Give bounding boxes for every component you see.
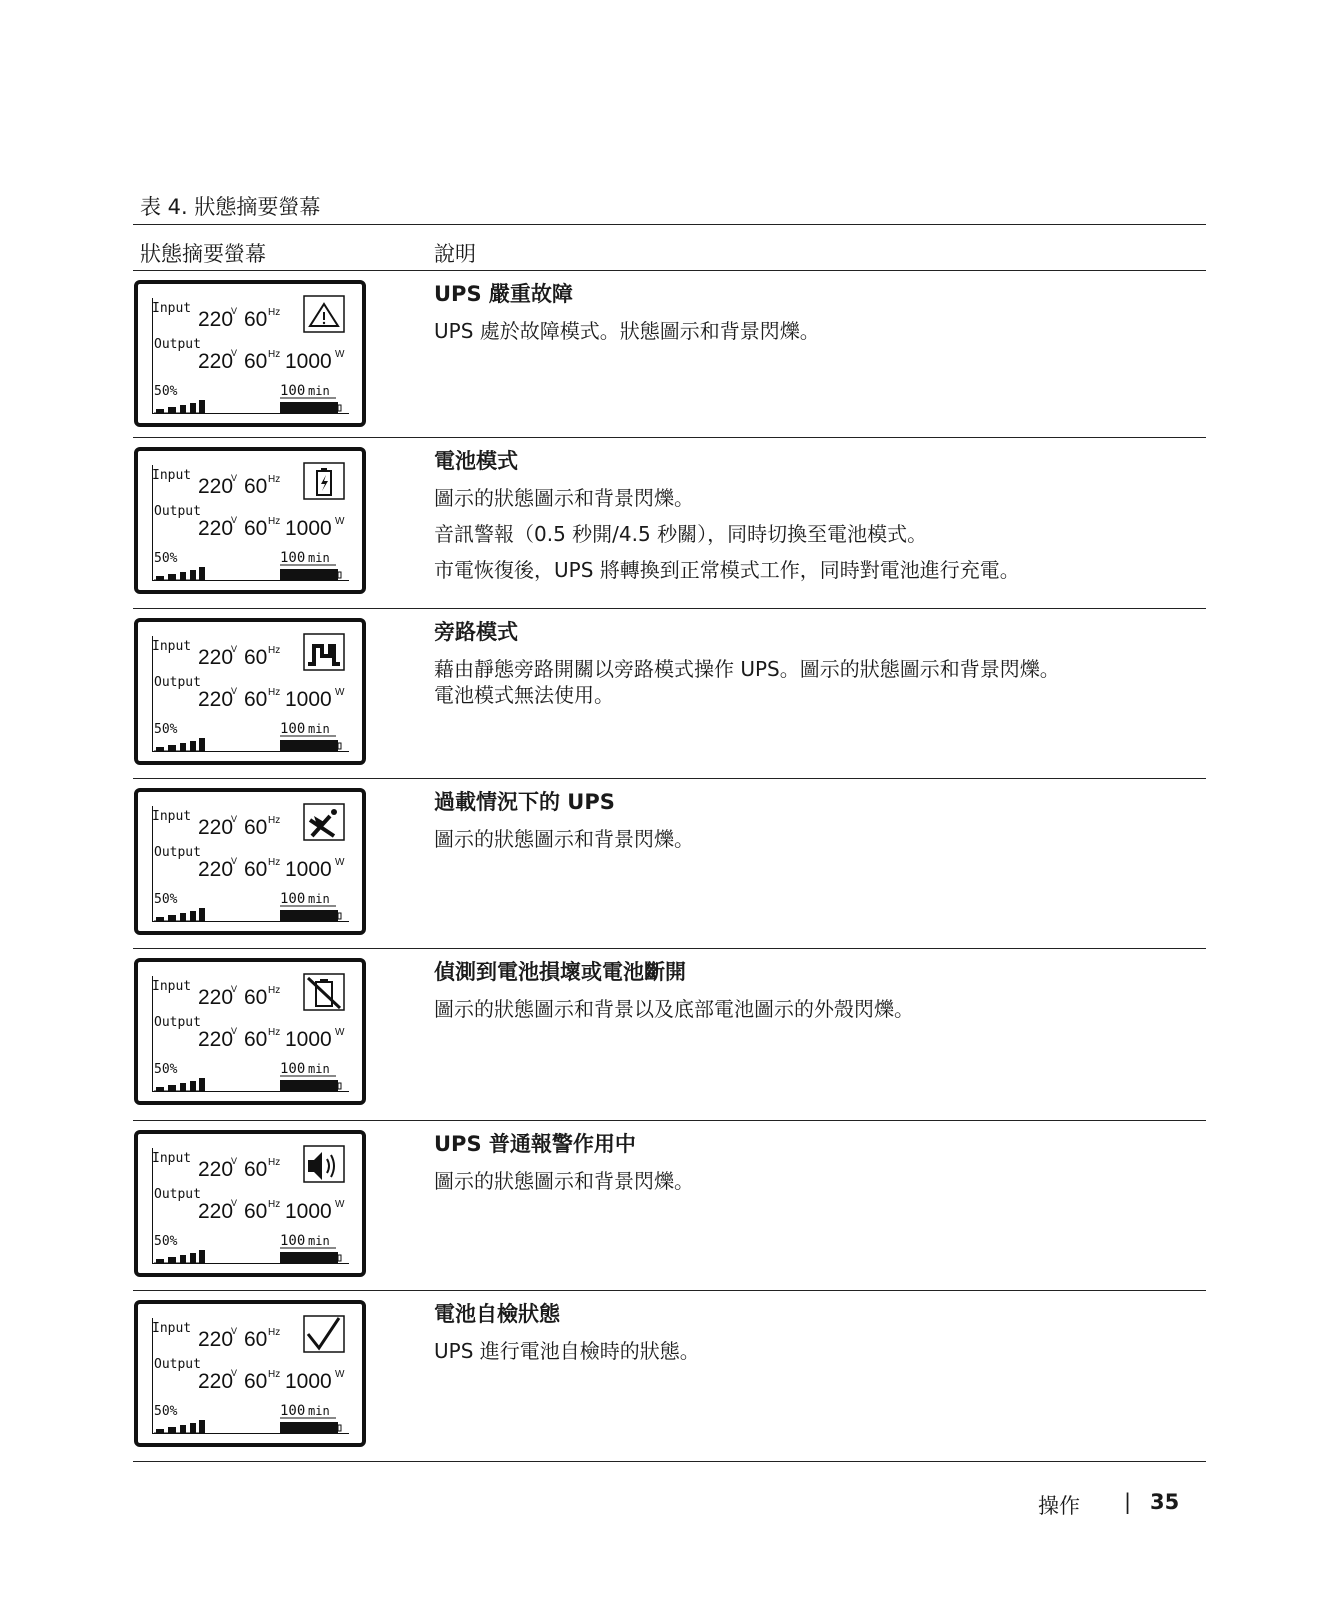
- lcd-load-percent: 50%: [154, 1062, 178, 1077]
- lcd-load-bar: [168, 407, 176, 413]
- lcd-output-frequency: 60: [244, 1028, 268, 1051]
- lcd-battery-bar: [280, 1080, 338, 1092]
- lcd-runtime: 100: [280, 891, 306, 907]
- lcd-output-volt-unit: V: [231, 1026, 238, 1036]
- lcd-output-label: Output: [154, 675, 201, 690]
- speaker-icon: [304, 1146, 344, 1182]
- lcd-load-bar: [190, 741, 196, 751]
- lcd-runtime: 100: [280, 1403, 306, 1419]
- lcd-load-bar: [156, 409, 164, 413]
- row-title: 偵測到電池損壞或電池斷開: [434, 960, 686, 984]
- lcd-load-bar: [156, 1259, 164, 1263]
- lcd-output-voltage: 220: [198, 858, 234, 881]
- lcd-input-hz-unit: Hz: [268, 985, 281, 996]
- lcd-output-watts: 1000: [285, 350, 332, 373]
- lcd-input-voltage: 220: [198, 1328, 234, 1351]
- lcd-input-hz-unit: Hz: [268, 815, 281, 826]
- lcd-runtime: 100: [280, 1233, 306, 1249]
- lcd-load-bar: [180, 1255, 186, 1263]
- lcd-output-volt-unit: V: [231, 515, 238, 525]
- lcd-load-bar: [199, 908, 205, 921]
- row-title: 過載情況下的 UPS: [434, 790, 615, 814]
- lcd-screen: [134, 280, 366, 427]
- footer-separator: |: [1124, 1490, 1132, 1514]
- row-description: 藉由靜態旁路開關以旁路模式操作 UPS。圖示的狀態圖示和背景閃爍。: [434, 657, 1060, 681]
- battery-disconnected-icon: [304, 974, 344, 1010]
- lcd-load-bar: [199, 1420, 205, 1433]
- lcd-load-bar: [180, 572, 186, 580]
- lcd-load-bar: [156, 917, 164, 921]
- page-number: 35: [1150, 1490, 1180, 1514]
- lcd-output-hz-unit: Hz: [268, 516, 281, 527]
- column-header-description: 說明: [434, 242, 476, 266]
- lcd-input-volt-unit: V: [231, 984, 238, 994]
- table-row: [0, 948, 1334, 1118]
- lcd-input-volt-unit: V: [231, 644, 238, 654]
- lcd-load-bar: [199, 1078, 205, 1091]
- lcd-output-label: Output: [154, 504, 201, 519]
- lcd-load-bar: [168, 915, 176, 921]
- lcd-load-bar: [199, 738, 205, 751]
- lcd-screen: [134, 447, 366, 594]
- lcd-battery-bar: [280, 1252, 338, 1264]
- lcd-load-bar: [190, 403, 196, 413]
- lcd-battery-bar: [280, 910, 338, 922]
- lcd-load-percent: 50%: [154, 722, 178, 737]
- lcd-input-label: Input: [152, 301, 192, 316]
- table-row: [0, 1120, 1334, 1290]
- lcd-output-frequency: 60: [244, 350, 268, 373]
- lcd-runtime-unit: min: [308, 1234, 330, 1248]
- lcd-battery-bar: [280, 740, 338, 752]
- lcd-output-watts: 1000: [285, 1028, 332, 1051]
- lcd-load-bar: [190, 570, 196, 580]
- lcd-load-bar: [180, 1083, 186, 1091]
- lcd-load-bar: [199, 1250, 205, 1263]
- lcd-runtime-unit: min: [308, 722, 330, 736]
- lcd-output-volt-unit: V: [231, 348, 238, 358]
- lcd-runtime: 100: [280, 550, 306, 566]
- checkmark-icon: [304, 1316, 344, 1352]
- lcd-input-hz-unit: Hz: [268, 474, 281, 485]
- lcd-watt-unit: W: [335, 1027, 345, 1038]
- row-title: 電池模式: [434, 449, 518, 473]
- lcd-load-bar: [190, 1081, 196, 1091]
- lcd-battery-bar: [280, 1422, 338, 1434]
- lcd-input-voltage: 220: [198, 646, 234, 669]
- lcd-input-frequency: 60: [244, 475, 268, 498]
- lcd-output-hz-unit: Hz: [268, 1369, 281, 1380]
- lcd-runtime: 100: [280, 383, 306, 399]
- lcd-output-hz-unit: Hz: [268, 857, 281, 868]
- lcd-output-voltage: 220: [198, 1028, 234, 1051]
- lcd-output-voltage: 220: [198, 350, 234, 373]
- lcd-output-volt-unit: V: [231, 1368, 238, 1378]
- table-caption: 表 4. 狀態摘要螢幕: [140, 195, 321, 219]
- lcd-input-voltage: 220: [198, 986, 234, 1009]
- lcd-output-hz-unit: Hz: [268, 687, 281, 698]
- row-description: 音訊警報（0.5 秒開/4.5 秒關），同時切換至電池模式。: [434, 522, 928, 546]
- lcd-output-voltage: 220: [198, 1200, 234, 1223]
- lcd-input-volt-unit: V: [231, 814, 238, 824]
- column-header-screen: 狀態摘要螢幕: [140, 242, 266, 266]
- lcd-input-label: Input: [152, 639, 192, 654]
- lcd-output-frequency: 60: [244, 1370, 268, 1393]
- lcd-runtime-unit: min: [308, 1404, 330, 1418]
- row-description: 圖示的狀態圖示和背景閃爍。: [434, 1169, 694, 1193]
- row-description: 電池模式無法使用。: [434, 683, 614, 707]
- lcd-runtime: 100: [280, 1061, 306, 1077]
- lcd-load-bar: [156, 747, 164, 751]
- lcd-load-bar: [168, 1085, 176, 1091]
- lcd-load-percent: 50%: [154, 892, 178, 907]
- lcd-output-frequency: 60: [244, 688, 268, 711]
- lcd-load-bar: [180, 1425, 186, 1433]
- lcd-screen: [134, 1130, 366, 1277]
- lcd-input-voltage: 220: [198, 475, 234, 498]
- lcd-screen: [134, 1300, 366, 1447]
- lcd-watt-unit: W: [335, 349, 345, 360]
- lcd-load-percent: 50%: [154, 1234, 178, 1249]
- row-rule: [133, 1461, 1206, 1462]
- lcd-input-label: Input: [152, 809, 192, 824]
- lcd-load-bar: [180, 405, 186, 413]
- lcd-input-volt-unit: V: [231, 473, 238, 483]
- lcd-input-volt-unit: V: [231, 306, 238, 316]
- lcd-output-label: Output: [154, 1015, 201, 1030]
- bypass-icon: [304, 634, 344, 670]
- table-row: [0, 270, 1334, 440]
- lcd-runtime-unit: min: [308, 1062, 330, 1076]
- table-row: [0, 778, 1334, 948]
- lcd-screen: [134, 788, 366, 935]
- lcd-output-volt-unit: V: [231, 856, 238, 866]
- lcd-input-volt-unit: V: [231, 1326, 238, 1336]
- lcd-output-volt-unit: V: [231, 686, 238, 696]
- lcd-output-hz-unit: Hz: [268, 1027, 281, 1038]
- lcd-input-voltage: 220: [198, 1158, 234, 1181]
- lcd-input-hz-unit: Hz: [268, 645, 281, 656]
- row-title: UPS 普通報警作用中: [434, 1132, 636, 1156]
- lcd-input-label: Input: [152, 979, 192, 994]
- table-row: [0, 437, 1334, 607]
- lcd-watt-unit: W: [335, 1369, 345, 1380]
- table-top-rule: [133, 224, 1206, 225]
- row-description: 圖示的狀態圖示和背景閃爍。: [434, 827, 694, 851]
- row-title: 旁路模式: [434, 620, 518, 644]
- lcd-output-hz-unit: Hz: [268, 349, 281, 360]
- battery-icon: [304, 463, 344, 499]
- lcd-screen: [134, 618, 366, 765]
- lcd-runtime-unit: min: [308, 384, 330, 398]
- table-row: [0, 608, 1334, 778]
- lcd-watt-unit: W: [335, 857, 345, 868]
- lcd-input-frequency: 60: [244, 986, 268, 1009]
- row-description: 圖示的狀態圖示和背景以及底部電池圖示的外殼閃爍。: [434, 997, 914, 1021]
- row-description: 圖示的狀態圖示和背景閃爍。: [434, 486, 694, 510]
- row-description: 市電恢復後，UPS 將轉換到正常模式工作，同時對電池進行充電。: [434, 558, 1020, 582]
- lcd-input-frequency: 60: [244, 1158, 268, 1181]
- lcd-load-bar: [168, 1257, 176, 1263]
- lcd-load-bar: [180, 913, 186, 921]
- lcd-input-hz-unit: Hz: [268, 307, 281, 318]
- row-title: 電池自檢狀態: [434, 1302, 560, 1326]
- lcd-output-watts: 1000: [285, 858, 332, 881]
- lcd-input-frequency: 60: [244, 646, 268, 669]
- lcd-input-frequency: 60: [244, 308, 268, 331]
- lcd-battery-bar: [280, 569, 338, 581]
- lcd-screen: [134, 958, 366, 1105]
- footer-section: 操作: [1038, 1494, 1080, 1518]
- row-description: UPS 處於故障模式。狀態圖示和背景閃爍。: [434, 319, 820, 343]
- lcd-input-voltage: 220: [198, 816, 234, 839]
- lcd-runtime: 100: [280, 721, 306, 737]
- lcd-load-bar: [190, 1423, 196, 1433]
- lcd-load-bar: [168, 1427, 176, 1433]
- lcd-output-volt-unit: V: [231, 1198, 238, 1208]
- lcd-output-voltage: 220: [198, 1370, 234, 1393]
- lcd-load-percent: 50%: [154, 384, 178, 399]
- lcd-load-percent: 50%: [154, 551, 178, 566]
- lcd-battery-bar: [280, 402, 338, 414]
- lcd-output-watts: 1000: [285, 688, 332, 711]
- lcd-output-frequency: 60: [244, 517, 268, 540]
- lcd-output-watts: 1000: [285, 517, 332, 540]
- lcd-load-bar: [199, 567, 205, 580]
- lcd-load-bar: [168, 574, 176, 580]
- lcd-output-label: Output: [154, 1357, 201, 1372]
- lcd-load-percent: 50%: [154, 1404, 178, 1419]
- table-row: [0, 1290, 1334, 1460]
- lcd-input-label: Input: [152, 468, 192, 483]
- lcd-input-hz-unit: Hz: [268, 1157, 281, 1168]
- lcd-watt-unit: W: [335, 1199, 345, 1210]
- overload-icon: [304, 804, 344, 840]
- lcd-load-bar: [190, 1253, 196, 1263]
- lcd-watt-unit: W: [335, 516, 345, 527]
- lcd-load-bar: [156, 1087, 164, 1091]
- lcd-output-frequency: 60: [244, 858, 268, 881]
- lcd-output-watts: 1000: [285, 1370, 332, 1393]
- lcd-input-voltage: 220: [198, 308, 234, 331]
- lcd-load-bar: [168, 745, 176, 751]
- warning-icon: [304, 296, 344, 332]
- lcd-output-label: Output: [154, 337, 201, 352]
- lcd-output-voltage: 220: [198, 517, 234, 540]
- row-description: UPS 進行電池自檢時的狀態。: [434, 1339, 700, 1363]
- lcd-input-frequency: 60: [244, 1328, 268, 1351]
- lcd-output-hz-unit: Hz: [268, 1199, 281, 1210]
- lcd-input-frequency: 60: [244, 816, 268, 839]
- lcd-output-frequency: 60: [244, 1200, 268, 1223]
- lcd-load-bar: [156, 576, 164, 580]
- lcd-runtime-unit: min: [308, 892, 330, 906]
- lcd-input-label: Input: [152, 1151, 192, 1166]
- lcd-watt-unit: W: [335, 687, 345, 698]
- lcd-output-voltage: 220: [198, 688, 234, 711]
- lcd-input-volt-unit: V: [231, 1156, 238, 1166]
- row-title: UPS 嚴重故障: [434, 282, 573, 306]
- lcd-runtime-unit: min: [308, 551, 330, 565]
- lcd-input-hz-unit: Hz: [268, 1327, 281, 1338]
- lcd-load-bar: [190, 911, 196, 921]
- lcd-output-label: Output: [154, 1187, 201, 1202]
- lcd-load-bar: [156, 1429, 164, 1433]
- lcd-output-label: Output: [154, 845, 201, 860]
- lcd-output-watts: 1000: [285, 1200, 332, 1223]
- lcd-load-bar: [180, 743, 186, 751]
- lcd-input-label: Input: [152, 1321, 192, 1336]
- lcd-load-bar: [199, 400, 205, 413]
